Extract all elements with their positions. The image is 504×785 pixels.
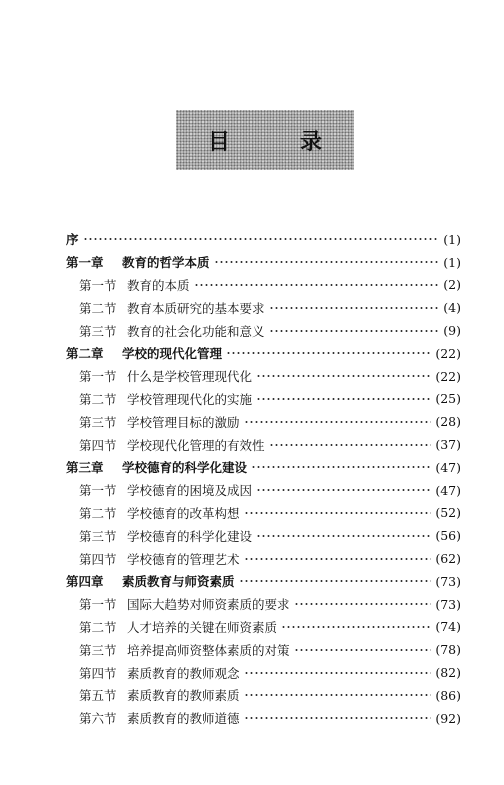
toc-leader-dots [244, 672, 432, 674]
toc-page-number: (74) [435, 619, 461, 635]
toc-page-number: (86) [435, 687, 461, 703]
toc-section-row [66, 410, 461, 433]
toc-page-number: (1) [443, 254, 461, 270]
toc-page-number: (37) [435, 437, 461, 453]
toc-entry-number: 第二节 [79, 505, 117, 521]
toc-entry-number: 第二节 [79, 300, 117, 316]
toc-page-number: (9) [443, 323, 461, 339]
toc-entry-label [66, 572, 235, 590]
toc-leader-dots [244, 421, 432, 423]
toc-section-row [66, 365, 461, 388]
toc-page-number: (73) [435, 596, 461, 612]
toc-entry-label [79, 299, 265, 317]
toc-entry-title: 什么是学校管理现代化 [127, 369, 253, 385]
toc-entry-label [79, 595, 290, 613]
toc-entry-title: 学校现代化管理的有效性 [127, 437, 265, 453]
toc-leader-dots [226, 352, 431, 354]
toc-entry-number: 第二章 [66, 346, 104, 362]
toc-page-number: (4) [443, 300, 461, 316]
toc-entry-number: 第六节 [79, 711, 117, 727]
toc-entry-title: 教育本质研究的基本要求 [127, 300, 265, 316]
toc-entry-title: 学校德育的困境及成因 [127, 483, 253, 499]
toc-entry-number: 第一节 [79, 483, 117, 499]
toc-entry-label [79, 481, 252, 499]
toc-section-row [66, 479, 461, 502]
toc-page-number: (92) [435, 710, 461, 726]
toc-entry-label [66, 230, 79, 248]
table-of-contents [66, 228, 461, 730]
toc-entry-number: 第三节 [79, 323, 117, 339]
toc-page-number: (22) [435, 368, 461, 384]
toc-page-number: (47) [435, 459, 461, 475]
toc-section-row [66, 638, 461, 661]
toc-entry-title: 学校德育的管理艺术 [127, 551, 240, 567]
toc-title: 目 录 [207, 129, 346, 155]
toc-page-number: (47) [435, 482, 461, 498]
toc-section-row [66, 684, 461, 707]
toc-section-row [66, 502, 461, 525]
toc-leader-dots [83, 238, 440, 240]
toc-entry-number: 第一章 [66, 255, 104, 271]
toc-entry-number: 第三章 [66, 460, 104, 476]
toc-entry-label [79, 436, 265, 454]
toc-section-row [66, 661, 461, 684]
toc-entry-label [79, 413, 240, 431]
toc-section-row [66, 296, 461, 319]
toc-entry-label [66, 253, 210, 271]
toc-entry-number: 第四节 [79, 665, 117, 681]
toc-entry-label [79, 641, 290, 659]
toc-page-number: (73) [435, 573, 461, 589]
toc-section-row [66, 433, 461, 456]
toc-page-number: (22) [435, 345, 461, 361]
toc-entry-title: 学校德育的改革构想 [127, 505, 240, 521]
toc-section-row [66, 388, 461, 411]
toc-leader-dots [244, 694, 432, 696]
toc-entry-title: 教育的社会化功能和意义 [127, 323, 265, 339]
toc-entry-title: 学校管理现代化的实施 [127, 391, 253, 407]
toc-leader-dots [251, 466, 431, 468]
toc-chapter-row [66, 251, 461, 274]
toc-entry-number: 第一节 [79, 597, 117, 613]
toc-entry-label [79, 276, 190, 294]
toc-leader-dots [256, 489, 431, 491]
toc-entry-label [79, 504, 240, 522]
toc-leader-dots [256, 375, 431, 377]
toc-leader-dots [214, 261, 440, 263]
toc-entry-title: 教育的本质 [127, 277, 190, 293]
toc-page-number: (25) [435, 391, 461, 407]
toc-page-number: (82) [435, 665, 461, 681]
toc-entry-title: 学校德育的科学化建设 [127, 528, 253, 544]
toc-page-number: (1) [443, 231, 461, 247]
toc-section-row [66, 547, 461, 570]
toc-leader-dots [294, 649, 432, 651]
toc-section-row [66, 319, 461, 342]
toc-section-row [66, 707, 461, 730]
toc-entry-label [79, 709, 240, 727]
toc-entry-number: 第五节 [79, 688, 117, 704]
toc-entry-label [79, 618, 277, 636]
toc-entry-number: 第三节 [79, 528, 117, 544]
toc-entry-title: 素质教育与师资素质 [122, 574, 235, 590]
toc-entry-title: 学校德育的科学化建设 [122, 460, 248, 476]
toc-entry-number: 第一节 [79, 277, 117, 293]
toc-entry-title: 学校管理目标的激励 [127, 414, 240, 430]
toc-chapter-row [66, 456, 461, 479]
toc-entry-label [66, 458, 247, 476]
toc-leader-dots [244, 512, 432, 514]
toc-entry-label [79, 527, 252, 545]
toc-page-number: (56) [435, 528, 461, 544]
toc-leader-dots [294, 603, 432, 605]
toc-entry-title: 素质教育的教师观念 [127, 665, 240, 681]
toc-entry-label [79, 550, 240, 568]
toc-entry-label [79, 322, 265, 340]
toc-page-number: (2) [443, 277, 461, 293]
toc-section-row [66, 616, 461, 639]
toc-entry-title: 国际大趋势对师资素质的要求 [127, 597, 290, 613]
toc-page-number: (62) [435, 551, 461, 567]
toc-entry-number: 第四章 [66, 574, 104, 590]
toc-page-number: (52) [435, 505, 461, 521]
toc-entry-label [79, 390, 252, 408]
toc-leader-dots [269, 444, 432, 446]
toc-entry-number: 第四节 [79, 551, 117, 567]
toc-section-row [66, 593, 461, 616]
toc-entry-title: 培养提高师资整体素质的对策 [127, 642, 290, 658]
toc-entry-number: 第一节 [79, 369, 117, 385]
toc-entry-title: 人才培养的关键在师资素质 [127, 619, 278, 635]
toc-entry-title: 素质教育的教师素质 [127, 688, 240, 704]
toc-entry-title: 序 [66, 232, 79, 248]
toc-leader-dots [239, 580, 432, 582]
toc-entry-title: 教育的哲学本质 [122, 255, 210, 271]
toc-leader-dots [269, 307, 440, 309]
toc-chapter-row [66, 570, 461, 593]
toc-leader-dots [194, 284, 440, 286]
toc-entry-number: 第三节 [79, 642, 117, 658]
toc-entry-number: 第二节 [79, 391, 117, 407]
toc-entry-number: 第三节 [79, 414, 117, 430]
toc-entry-label [66, 344, 222, 362]
toc-leader-dots [244, 717, 432, 719]
toc-section-row [66, 524, 461, 547]
toc-entry-title: 学校的现代化管理 [122, 346, 223, 362]
toc-entry-label [79, 367, 252, 385]
toc-entry-label [79, 664, 240, 682]
toc-chapter-row [66, 228, 461, 251]
toc-page-number: (28) [435, 414, 461, 430]
toc-leader-dots [256, 398, 431, 400]
toc-leader-dots [281, 626, 431, 628]
toc-entry-number: 第二节 [79, 619, 117, 635]
toc-leader-dots [256, 535, 431, 537]
toc-leader-dots [244, 558, 432, 560]
toc-title-box [176, 110, 354, 170]
toc-entry-label [79, 686, 240, 704]
toc-page-number: (78) [435, 642, 461, 658]
toc-chapter-row [66, 342, 461, 365]
toc-entry-title: 素质教育的教师道德 [127, 711, 240, 727]
toc-leader-dots [269, 330, 440, 332]
toc-section-row [66, 274, 461, 297]
toc-entry-number: 第四节 [79, 437, 117, 453]
